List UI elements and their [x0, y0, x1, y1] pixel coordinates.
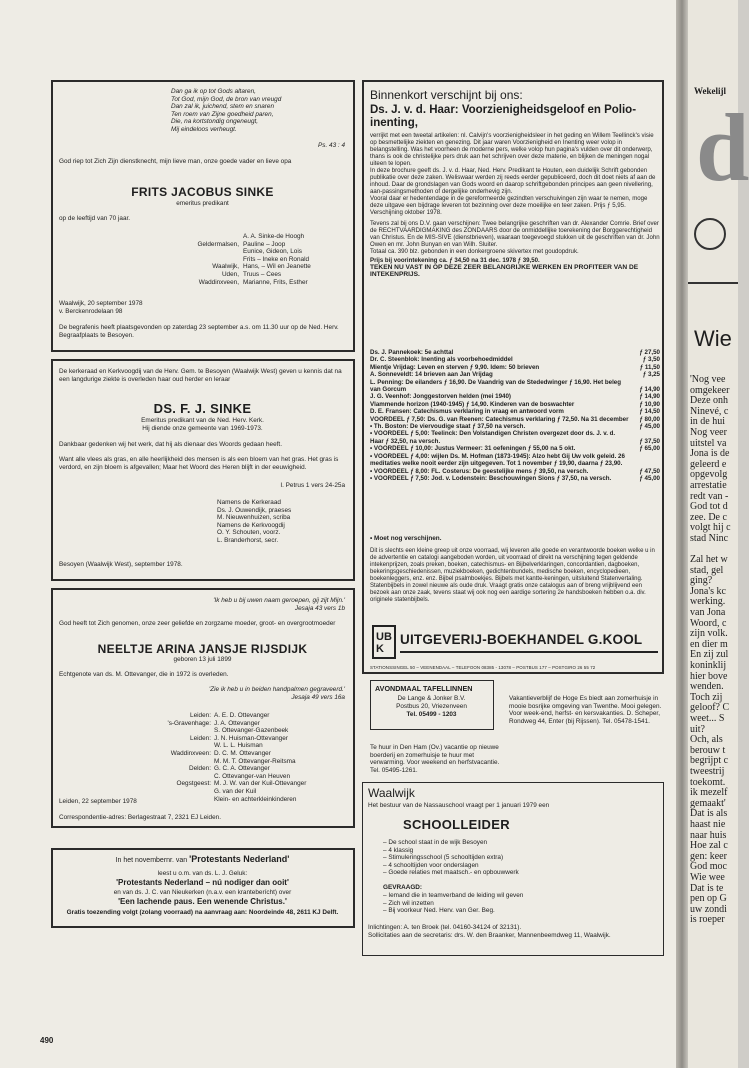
next-line: uw zondi — [690, 903, 727, 915]
school-title: SCHOOLLEIDER — [403, 817, 510, 832]
next-big-letter: d — [696, 94, 749, 201]
price-item — [370, 430, 660, 445]
quote-ref: Jesaja 43 vers 1b — [294, 605, 345, 612]
school-info: Inlichtingen: A. ten Broek (tel. 04160-34124 of 32131). — [368, 924, 522, 931]
next-line: zijn volk. — [690, 628, 728, 640]
next-line: en dier m — [690, 638, 728, 650]
pn-line-1 — [53, 856, 352, 865]
place: Geldermalsen, — [197, 240, 239, 248]
note-heading: • Moet nog verschijnen. — [370, 535, 442, 542]
family-member: A. A. Sinke-de Hoogh — [243, 233, 305, 240]
bullet-text: 4 klassig — [388, 846, 414, 854]
next-page-fragment — [688, 0, 749, 1068]
price-item-title: D. E. Fransen: Catechismus verklaring in vraag en antwoord vorm — [370, 408, 564, 416]
price-item-price: ƒ 27,50 — [639, 349, 660, 356]
school-heading: Waalwijk — [368, 786, 415, 800]
family-member: Marianne, Frits, Esther — [243, 278, 308, 286]
page-number: 490 — [40, 1036, 54, 1045]
family-member: Hans, – Wil en Jeanette — [243, 263, 311, 271]
place: Oegstgeest: — [176, 780, 211, 788]
death-notice-rijsdijk — [51, 588, 355, 828]
next-line: geloof? C — [690, 702, 730, 714]
place: Uden, — [221, 270, 239, 278]
family-places — [173, 233, 239, 286]
bullet-text: 4 schooltijden voor onderslagen — [388, 861, 479, 869]
price-item — [370, 408, 660, 415]
price-item-title: L. Penning: De eilanders ƒ 16,90. De Vaandrig van de Stededwinger ƒ 16,90. Het beleg van Gorcum — [370, 378, 622, 394]
next-line: naar huis — [690, 829, 727, 841]
quote-ref: Jesaja 49 vers 16a — [291, 694, 345, 701]
next-line: volgt hij c — [690, 522, 731, 534]
poem-line: Ten roem van Zijne goedheid paren, — [171, 110, 274, 118]
price-item-price: ƒ 37,50 — [639, 437, 660, 445]
next-line: pen op G — [690, 893, 727, 905]
place: Waalwijk, — [212, 263, 239, 271]
next-line: weet... S — [690, 713, 725, 724]
price-item — [370, 453, 660, 468]
body-paragraph: Vooral daar er hedentendage in de gereformeerde gezindten verschuivingen zijn waar te nemen, moge deze uitgave een bijdrage leveren tot bezinning over deze moeilijke en teer zaken. Prijs ƒ 5,95. Verschijning oktober 1978. — [370, 195, 648, 216]
next-line: Wie wee — [690, 871, 725, 883]
birth-date: geboren 13 juli 1899 — [173, 656, 232, 663]
bullet: – 4 klassig — [383, 846, 414, 854]
price-item — [370, 423, 660, 430]
avond-l3: Tel. 05499 - 1203 — [406, 711, 457, 718]
family-names — [243, 233, 311, 286]
family-member: S. Ottevanger-Gazenbeek — [214, 727, 289, 735]
place: Waddinxveen: — [170, 749, 211, 757]
body-paragraph: Tevens zal bij ons D.V. gaan verschijnen: Twee belangrijke geschriften van dr. Alexander Comrie. Brief over de RECHTVAARDIGMAKING des ZONDAARS door de onmiddellijke toerekening der Borggerechtigheid van Christus. En de MIS-SIVE (dienstbrieven), waaraan toegevoegd stukken uit de geschriften van dr. John Owen en mr. John Bunyan en van Wilh. Sluiter. — [370, 220, 660, 248]
kool-logo — [370, 625, 660, 661]
place — [173, 248, 239, 256]
price-item — [370, 356, 660, 363]
price-item-title: J. G. Veenhof: Jonggestorven helden (mei 1940) — [370, 393, 511, 401]
intro-text: God heeft tot Zich genomen, onze zeer geliefde en zorgzame moeder, groot- en overgrootmoeder — [59, 620, 336, 627]
note-body: Dit is slechts een kleine greep uit onze voorraad, wij leveren alle goede en verantwoorde boeken welke u in de advertentie en catalogi aangeboden worden, uit voorraad of direkt na verschijning tegen geldende intekenprijzen, zoals preken, boeken, catechismus- en Bijbelverklaringen, concordantien, dagboeken, bekeringsgeschiedenissen, muziekboeken, gedichtenbundels, medische boeken, encyclopedieen, boekenleggers, enz. enz. Bijbel psalmboekjes. Bijbels met kantte-keningen, uitsluitend Statenvertaling. Statenbijbels in zowel nieuwe als oude druk. Vraagt gratis onze catalogus aan of breng vrijblijvend een bezoek aan onze zaak, tevens staat wij ook nog een aardige sortering 2e handsboeken hebben o.a. div. originele statenbijbels. — [370, 548, 655, 603]
next-line: Deze onh — [690, 395, 729, 407]
church-intro: De kerkeraad en Kerkvoogdij van de Herv. Gem. te Besoyen (Waalwijk West) geven u kennis dat na een langdurige ziekte is overleden haar oud herder en leraar — [59, 368, 342, 383]
poem-line: Mij eindeloos verheugt. — [171, 125, 237, 133]
deceased-name: DS. F. J. SINKE — [153, 401, 252, 416]
next-line: Dat is als — [690, 808, 728, 820]
next-line: van Jona — [690, 607, 726, 619]
poem-reference: Ps. 43 : 4 — [318, 142, 345, 149]
price-item-price: ƒ 14,90 — [639, 393, 660, 401]
family-member: W. L. L. Huisman — [214, 742, 263, 750]
next-line: hier bove — [690, 670, 728, 682]
deceased-title: emeritus predikant — [176, 200, 229, 207]
deceased-name: FRITS JACOBUS SINKE — [131, 185, 274, 199]
place — [173, 256, 239, 264]
price-item-price: ƒ 65,00 — [639, 445, 660, 453]
family-member: G. C. A. Ottevanger — [214, 765, 270, 773]
signer: Namens de Kerkeraad — [217, 499, 281, 506]
next-line: 'Nog vee — [690, 374, 726, 385]
place — [133, 727, 211, 735]
poem-line: Dan zal ik, juichend, stem en snaren — [171, 103, 275, 111]
place — [133, 742, 211, 750]
family-member: A. E. D. Ottevanger — [214, 712, 270, 719]
next-line: geleerd e — [690, 458, 727, 470]
next-line: berouw t — [690, 744, 726, 756]
protestants-nederland-ad — [51, 848, 355, 928]
family-member: M. J. W. van der Kuil-Ottevanger — [214, 780, 307, 788]
next-heading: Wie — [694, 326, 732, 351]
church-notice-ds-sinke — [51, 359, 355, 581]
avond-title: AVONDMAAL TAFELLINNEN — [375, 684, 473, 693]
school-info: Sollicitaties aan de secretaris: drs. W. den Braanker, Mannenbeemdweg 11, Waalwijk. — [368, 932, 611, 939]
req-text: Zich wil inzetten — [388, 899, 434, 907]
signer: O. Y. Schouten, voorz. — [217, 529, 281, 537]
next-line: En zij zul — [690, 649, 729, 661]
place: Delden: — [188, 765, 211, 773]
page-gutter — [676, 0, 688, 1068]
price-item — [370, 401, 660, 408]
sub-title: Emeritus predikant van de Ned. Herv. Kerk. — [141, 417, 264, 424]
next-line: gemaakt' — [690, 797, 726, 809]
signer: M. Nieuwenhuizen, scriba — [217, 514, 291, 522]
vakantie-ad: Vakantieverblijf de Hoge Es biedt aan zomerhuisje in mooie bosrijke omgeving van Twenthe. Mooi gelegen. Voor week-end, herfst- en kersvakanties. D. Scheper, Rondweg 44, Enter (bij Rijssen). Tel. 05478-1541. — [509, 695, 662, 725]
price-item-title: • Th. Boston: De viervoudige staat ƒ 37,50 na versch. — [370, 423, 526, 431]
next-line: uit? — [690, 723, 705, 735]
body-paragraph: verrijkt met een tweetal artikelen: nl. Calvijn's voorzienigheidsleer in het geding en Willem Teellinck's visie op besmettelijke ziekten en genezing. Dit jaar waren Voorzienigheid en Inenting weer volop in belangstelling. Was het voorheen de moderne pers, welke volop hun pagina's vulden over dit onderwerp, thans is ook de christelijke pers druk aan het schrijven over deze materie, en blijken de meningen nogal uiteen te lopen. — [370, 132, 654, 167]
body-paragraph: Prijs bij voorintekening ca. ƒ 34,50 na 31 dec. 1978 ƒ 39,50. — [370, 257, 540, 264]
school-requirements — [383, 892, 523, 915]
place — [133, 758, 211, 766]
family-member: Pauline – Joop — [243, 240, 286, 248]
next-line: tweestrij — [690, 765, 725, 777]
death-notice-frits-sinke — [51, 80, 355, 352]
pn-text: In het novembernr. van — [115, 857, 190, 864]
signers — [217, 499, 291, 545]
pn-line-3: 'Protestants Nederland – nú nodiger dan ooit' — [116, 878, 289, 887]
body-paragraph: In deze brochure geeft ds. J. v. d. Haar, Ned. Herv. Predikant te Houten, een duidelijk Schrift gebonden publikatie over deze zaken. Weliswaar werden zij reeds eerder gepubliceerd, doch dit doet niets af aan de inhoud. Daar de grondslagen van Gods woord en daarop schriftgebonden principes aan geen nivellering, aan-passingsmethoden of dergelijke onderhevig zijn. — [370, 167, 656, 195]
sub-title: Hij diende onze gemeente van 1969-1973. — [142, 425, 263, 432]
price-item-title: Mientje Vrijdag: Leven en sterven ƒ 9,90. Idem: 50 brieven — [370, 363, 540, 371]
pn-line-2: leest u o.m. van ds. L. J. Geluk: — [157, 870, 248, 877]
quote: 'Zie ik heb u in beiden handpalmen gegraveerd.' — [208, 686, 345, 693]
next-line: Dat is te — [690, 882, 724, 894]
burial-info: De begrafenis heeft plaatsgevonden op zaterdag 23 september a.s. om 11.30 uur op de Ned. Herv. Begraafplaats te Besoyen. — [59, 324, 339, 339]
price-item-title: • VOORDEEL ƒ 5,00: Teelinck: Den Volstandigen Christen overgezet door ds. J. v. d. Haar ƒ 32,50, na versch. — [370, 430, 616, 445]
deceased-age: op de leeftijd van 70 jaar. — [59, 215, 131, 222]
bullet: – 4 schooltijden voor onderslagen — [383, 861, 479, 869]
next-line: is roeper — [690, 914, 725, 926]
price-item — [370, 393, 660, 400]
next-line: God moc — [690, 861, 727, 873]
avond-l2: Postbus 20, Vriezenveen — [396, 703, 467, 710]
next-line: Ninevé, c — [690, 405, 729, 417]
next-line: ik mezelf — [690, 787, 728, 799]
bullet-text: Stimuleringsschool (5 schooltijden extra) — [388, 854, 504, 862]
scripture-ref: I. Petrus 1 vers 24-25a — [280, 482, 345, 489]
family-member: M. M. T. Ottevanger-Reitsma — [214, 757, 296, 765]
family-places — [133, 712, 211, 788]
next-line: arrestatie — [690, 479, 727, 491]
price-item-title: • VOORDEEL ƒ 4,00: wijlen Ds. M. Hofman (1873-1945): Alzo hebt Gij Uw volk geleid. 26 meditaties welke nooit eerder zijn uitgegeven. Tot 1 november ƒ 19,90, daarna ƒ 23,90. — [370, 452, 625, 468]
poem-line: Dan ga ik op tot Gods altaren, — [171, 88, 256, 95]
price-item — [370, 468, 660, 475]
spouse-info: Echtgenote van ds. M. Ottevanger, die in 1972 is overleden. — [59, 671, 229, 678]
price-item-price: ƒ 3,50 — [642, 356, 660, 364]
next-line: werking. — [690, 596, 726, 608]
signer: Namens de Kerkvoogdij — [217, 521, 285, 529]
notice-date: Waalwijk, 20 september 1978 — [59, 300, 143, 307]
price-item-title: Dr. C. Steenblok: Inenting als voorbehoedmiddel — [370, 356, 513, 364]
next-line: Woord, c — [690, 617, 727, 629]
next-line: Toch zij — [690, 691, 723, 703]
price-item-title: VOORDEEL ƒ 7,50: Ds. G. van Reenen: Catechismus verklaring ƒ 72,50. Na 31 december — [370, 415, 629, 423]
avondmaal-ad — [370, 680, 494, 730]
signer: L. Branderhorst, secr. — [217, 536, 279, 544]
bullet-text: Goede relaties met maatsch.- en opbouwwerk — [388, 869, 519, 877]
poem-line: Die, na kortstondig ongeneugt, — [171, 118, 259, 126]
price-item-title: • VOORDEEL ƒ 7,50: Jod. v. Lodenstein: Beschouwingen Sions ƒ 37,50, na versch. — [370, 474, 612, 482]
bullet-text: De school staat in de wijk Besoyen — [388, 839, 488, 846]
price-item-title: • VOORDEEL ƒ 8,00: FL. Costerus: De geestelijke mens ƒ 39,50, na versch. — [370, 467, 589, 475]
next-line: wenden. — [690, 681, 724, 693]
bullet: – Stimuleringsschool (5 schooltijden extra) — [383, 854, 504, 862]
place: Waddinxveen, — [198, 278, 239, 286]
next-line: ging? — [690, 575, 713, 587]
call-to-action: TEKEN NU VAST IN OP DEZE ZEER BELANGRIJKE WERKEN EN PROFITEER VAN DE INTEKENPRIJS. — [370, 264, 639, 278]
school-intro: Het bestuur van de Nassauschool vraagt per 1 januari 1979 een — [368, 802, 550, 809]
next-line: koninklij — [690, 660, 727, 672]
price-item-price: ƒ 45,00 — [639, 423, 660, 431]
price-item-price: ƒ 14,50 — [639, 408, 660, 416]
place — [133, 773, 211, 781]
next-header: Wekelijl — [694, 86, 726, 96]
bullet: – De school staat in de wijk Besoyen — [383, 839, 488, 846]
next-line: Nog veer — [690, 426, 727, 438]
signer: Ds. J. Ouwendijk, praeses — [217, 506, 292, 514]
paragraph: Dankbaar gedenken wij het werk, dat hij als dienaar des Woords gedaan heeft. — [59, 441, 282, 448]
kool-book-ad — [362, 80, 664, 674]
next-line: begrijpt c — [690, 755, 729, 767]
family-member: Truus – Cees — [243, 270, 282, 278]
place: Leiden: — [190, 734, 211, 742]
place: Leiden: — [190, 712, 211, 719]
divider — [688, 282, 738, 284]
price-item-title: A. Sonneveldt: 14 brieven aan Jan Vrijdag — [370, 371, 493, 379]
notice-address: v. Berckenrodelaan 98 — [59, 308, 123, 315]
next-column-text — [690, 375, 731, 926]
bullet: – Goede relaties met maatsch.- en opbouwwerk — [383, 869, 519, 877]
family-names — [214, 712, 306, 803]
pn-line-6: Gratis toezending volgt (zolang voorraad) na aanvraag aan: Noordeinde 48, 2611 KJ Delft. — [66, 909, 339, 916]
family-member: C. Ottevanger-van Heuven — [214, 772, 291, 780]
next-line: omgekeer — [690, 384, 730, 396]
family-member: Frits – Ineke en Ronald — [243, 255, 310, 263]
school-bullets — [383, 839, 519, 877]
next-line: Jona's kc — [690, 585, 726, 597]
circle-a-icon — [694, 218, 726, 250]
next-line: gen: keer — [690, 850, 727, 862]
poem-line: Tot God, mijn God, de bron van vreugd — [171, 95, 282, 103]
next-line: Zal het w — [690, 554, 728, 566]
pn-title: 'Protestants Nederland' — [189, 854, 290, 864]
family-member: D. C. M. Ottevanger — [214, 749, 271, 757]
family-member: J. A. Ottevanger — [214, 719, 260, 727]
den-ham-ad: Te huur in Den Ham (Ov.) vacantie op nieuwe boerderij en zomerhuisje te huur met verwarming. Voor weekend en herfstvacantie. Tel. 05495-1261. — [370, 744, 500, 774]
price-item — [370, 371, 660, 378]
family-member: Eunice, Gideon, Lois — [243, 248, 302, 256]
req: – Zich wil inzetten — [383, 899, 434, 907]
price-item-price: ƒ 47,50 — [639, 467, 660, 475]
price-item-title: Ds. J. Pannekoek: 5e achttal — [370, 349, 454, 356]
logo-mark — [372, 625, 396, 659]
req: – Iemand die in teamverband de leiding wil geven — [383, 892, 524, 899]
next-line: uitstel va — [690, 437, 727, 449]
price-item — [370, 416, 660, 423]
intro-text: God riep tot Zich Zijn dienstknecht, mijn lieve man, onze goede vader en lieve opa — [59, 158, 292, 165]
price-item — [370, 379, 660, 394]
price-item-price: ƒ 45,00 — [639, 474, 660, 482]
family-member: G. van der Kuil — [214, 787, 257, 795]
place-date: Besoyen (Waalwijk West), september 1978. — [59, 561, 183, 568]
logo-underline — [400, 651, 658, 653]
next-line: in de hui — [690, 416, 725, 428]
next-line: stad Ninc — [690, 532, 729, 544]
body-paragraph: Totaal ca. 390 blz. gebonden in een donkergroene skivertex met goudopdruk. — [370, 248, 579, 255]
family-member: Klein- en achterkleinkinderen — [214, 795, 297, 803]
req: – Bij voorkeur Ned. Herv. van Ger. Beg. — [383, 907, 495, 915]
book-ad-heading: Binnenkort verschijnt bij ons: — [370, 88, 523, 102]
next-line: stad, gel — [690, 564, 724, 576]
next-line: Hoe zal c — [690, 840, 728, 852]
price-item-price: ƒ 3,25 — [642, 371, 660, 379]
logo-letters: UB K — [376, 631, 392, 655]
next-line: toekomt. — [690, 776, 726, 788]
req-text: Iemand die in teamverband de leiding wil geven — [388, 892, 524, 899]
price-item-title: • VOORDEEL ƒ 10,00: Justus Vermeer: 31 oefeningen ƒ 55,00 na 5 okt. — [370, 445, 576, 453]
schoolleider-ad — [362, 782, 664, 956]
next-line: haast nie — [690, 818, 726, 830]
price-item-price: ƒ 80,00 — [639, 415, 660, 423]
quote: 'Ik heb u bij uwen naam geroepen, gij zijt Mijn.' — [213, 597, 345, 604]
avond-l1: De Lange & Jonker B.V. — [397, 695, 466, 702]
psalm-poem — [171, 88, 281, 134]
next-line: opgevolg — [690, 469, 728, 481]
req-text: Bij voorkeur Ned. Herv. van Ger. Beg. — [388, 907, 495, 915]
next-line: God tot d — [690, 501, 728, 513]
book-ad-footer: STATIONSSINGEL 50 – VEENENDAAL – TELEFOON 08385 - 13078 – POSTBUS 177 – POSTGIRO 26 55 72 — [370, 665, 596, 670]
price-item-price: ƒ 10,90 — [639, 400, 660, 408]
correspondence-address: Correspondentie-adres: Berlagestraat 7, 2321 EJ Leiden. — [59, 814, 221, 821]
notice-date: Leiden, 22 september 1978 — [59, 798, 137, 805]
pn-line-5: 'Een lachende paus. Een wenende Christus.' — [118, 897, 287, 906]
next-line: zee. De c — [690, 511, 727, 523]
next-line: Och, als — [690, 734, 723, 746]
price-list — [370, 349, 660, 482]
req-heading: GEVRAAGD: — [383, 884, 423, 891]
pn-line-4: en van ds. J. C. van Nieukerken (n.a.v. een kranteberícht) over — [113, 889, 292, 896]
family-member: J. N. Huisman-Ottevanger — [214, 734, 288, 742]
price-item — [370, 349, 660, 356]
price-item-price: ƒ 11,50 — [639, 363, 660, 371]
book-ad-title: Ds. J. v. d. Haar: Voorzienigheidsgeloof en Polio-inenting, — [370, 104, 637, 129]
price-item — [370, 364, 660, 371]
price-item-price: ƒ 14,90 — [639, 386, 660, 394]
place: 's-Gravenhage: — [167, 719, 211, 727]
book-ad-body — [370, 132, 660, 278]
price-item — [370, 475, 660, 482]
logo-name: UITGEVERIJ-BOEKHANDEL G.KOOL — [400, 632, 643, 647]
deceased-name: NEELTJE ARINA JANSJE RIJSDIJK — [97, 642, 308, 656]
price-item-title: Vlammende horizon (1940-1945) ƒ 14,90. Kinderen van de boswachter — [370, 400, 575, 408]
next-line: Jona is de — [690, 448, 730, 460]
price-item — [370, 445, 660, 452]
next-line: redt van - — [690, 490, 729, 502]
paragraph: Want alle vlees als gras, en alle heerlijkheid des mensen is als een bloem van het gras. Het gras is verdord, en zijn bloem is afgevallen; Maar het Woord des Heren blijft in der eeuwigheid. — [59, 456, 339, 471]
